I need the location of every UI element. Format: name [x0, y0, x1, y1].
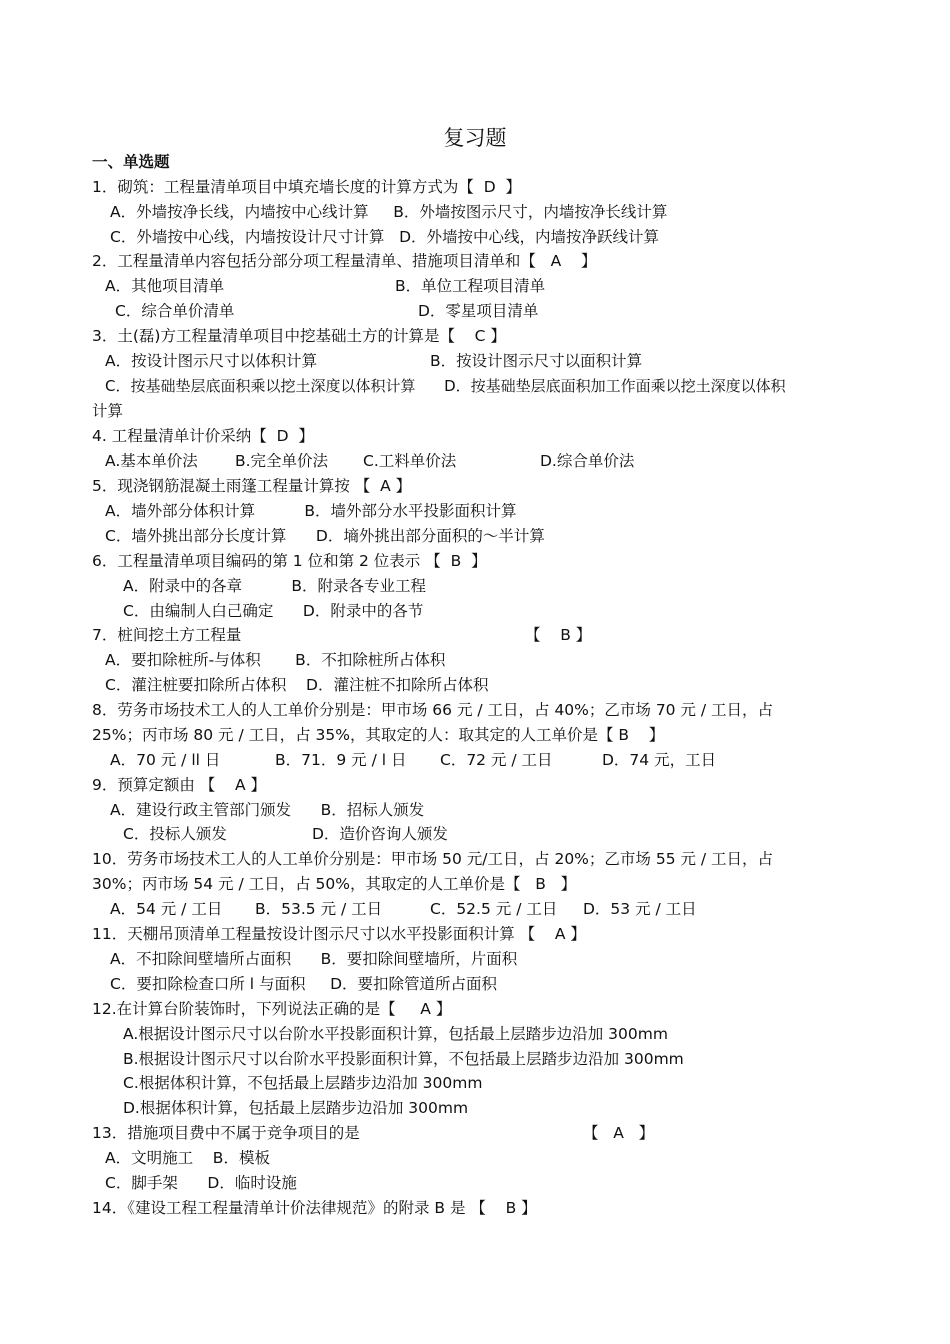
- option-a: A．54 元 / 工日: [110, 900, 223, 918]
- question-12: 12.在计算台阶装饰时，下列说法正确的是【 A 】: [92, 1000, 452, 1018]
- question-2: 2．工程量清单内容包括分部分项工程量清单、措施项目清单和【 A 】: [92, 252, 597, 270]
- question-10: 10．劳务市场技术工人的人工单价分别是：甲市场 50 元/工日，占 20%；乙市场 55 元 / 工日，占: [92, 850, 774, 868]
- option-d: D．零星项目清单: [418, 302, 539, 320]
- option-line: C．墙外挑出部分长度计算 D．墒外挑出部分面积的～半计算: [105, 527, 545, 545]
- question-14: 14．《建设工程工程量清单计价法律规范》的附录 B 是 【 B 】: [92, 1199, 537, 1217]
- question-13: 13．措施项目费中不属于竞争项目的是: [92, 1124, 360, 1142]
- option-b: B．按设计图示尺寸以面积计算: [430, 352, 643, 370]
- option-line: C．灌注桩要扣除所占体积 D．灌注桩不扣除所占体积: [105, 676, 489, 694]
- option-line: A．外墙按净长线，内墙按中心线计算 B．外墙按图示尺寸，内墙按净长线计算: [110, 203, 668, 221]
- option-c: C.工料单价法: [363, 452, 457, 470]
- question-9: 9．预算定额由 【 A 】: [92, 776, 267, 794]
- option-b: B．71．9 元 / l 日: [275, 751, 407, 769]
- question-1: 1．砌筑：工程量清单项目中填充墙长度的计算方式为【 D 】: [92, 178, 522, 196]
- option-b: B．单位工程项目清单: [395, 277, 546, 295]
- option-line: A．建设行政主管部门颁发 B．招标人颁发: [110, 801, 425, 819]
- option-line: C．脚手架 D．临时设施: [105, 1174, 297, 1192]
- option-a: A.基本单价法: [105, 452, 198, 470]
- option-a: A．其他项目清单: [105, 277, 225, 295]
- option-c: C.根据体积计算，不包括最上层踏步边沿加 300mm: [123, 1074, 483, 1092]
- option-c: C．投标人颁发: [123, 825, 227, 843]
- option-line: C．由编制人白己确定 D．附录中的各节: [123, 602, 424, 620]
- option-line: A．附录中的各章 B．附录各专业工程: [123, 577, 427, 595]
- option-c: C．72 元 / 工日: [440, 751, 553, 769]
- option-d: D.综合单价法: [540, 452, 635, 470]
- question-7: 7．桩间挖土方工程量: [92, 626, 242, 644]
- question-4: 4. 工程量清单计价采纳【 D 】: [92, 427, 314, 445]
- question-8: 8．劳务市场技术工人的人工单价分别是：甲市场 66 元 / 工日，占 40%；乙市场 70 元 / 工日，占: [92, 701, 774, 719]
- option-b: B．53.5 元 / 工日: [255, 900, 383, 918]
- option-line: A．文明施工 B．模板: [105, 1149, 270, 1167]
- option-d: D．造价咨询人颁发: [312, 825, 448, 843]
- page-title: 复习题: [443, 126, 507, 150]
- option-line: A．墙外部分体积计算 B．墙外部分水平投影面积计算: [105, 502, 517, 520]
- option-d: D．53 元 / 工日: [583, 900, 697, 918]
- option-c: C．综合单价清单: [115, 302, 235, 320]
- question-3: 3．土(磊)方工程量清单项目中挖基础土方的计算是【 C 】: [92, 327, 506, 345]
- section-heading: 一、单选题: [92, 153, 170, 171]
- option-line: A．要扣除桩所-与体积 B．不扣除桩所占体积: [105, 651, 446, 669]
- option-d: D.根据体积计算，包括最上层踏步边沿加 300mm: [123, 1099, 469, 1117]
- option-c: C．52.5 元 / 工日: [430, 900, 558, 918]
- option-d: D．74 元，工日: [602, 751, 717, 769]
- option-b: B.完全单价法: [235, 452, 329, 470]
- answer-bracket: 【 A 】: [583, 1124, 655, 1142]
- option-a: A．70 元 / ll 日: [110, 751, 221, 769]
- option-line-wrap: 计算: [92, 402, 124, 420]
- question-8-cont: 25%；丙市场 80 元 / 工日，占 35%，其取定的人：取其定的人工单价是【 B 】: [92, 726, 665, 744]
- question-5: 5．现浇钢筋混凝土雨篷工程量计算按 【 A 】: [92, 477, 412, 495]
- question-10-cont: 30%；丙市场 54 元 / 工日，占 50%，其取定的人工单价是【 B 】: [92, 875, 577, 893]
- option-line: C．要扣除检查口所 l 与面积 D．要扣除管道所占面积: [110, 975, 498, 993]
- question-6: 6．工程量清单项目编码的第 1 位和第 2 位表示 【 B 】: [92, 552, 487, 570]
- option-b: B.根据设计图示尺寸以台阶水平投影面积计算，不包括最上层踏步边沿加 300mm: [123, 1050, 684, 1068]
- option-line: A．不扣除间壁墙所占面积 B．要扣除间壁墙所，片面积: [110, 950, 518, 968]
- question-11: 11．天棚吊顶清单工程量按设计图示尺寸以水平投影面积计算 【 A 】: [92, 925, 586, 943]
- option-a: A.根据设计图示尺寸以台阶水平投影面积计算，包括最上层踏步边沿加 300mm: [123, 1025, 668, 1043]
- option-a: A．按设计图示尺寸以体积计算: [105, 352, 318, 370]
- option-line: C．按基础垫层底面积乘以挖土深度以体积计算 D．按基础垫层底面积加工作面乘以挖土深度以体积: [105, 377, 786, 395]
- option-line: C．外墙按中心线，内墙按设计尺寸计算 D．外墙按中心线，内墙按净跃线计算: [110, 228, 660, 246]
- answer-bracket: 【 B 】: [525, 626, 592, 644]
